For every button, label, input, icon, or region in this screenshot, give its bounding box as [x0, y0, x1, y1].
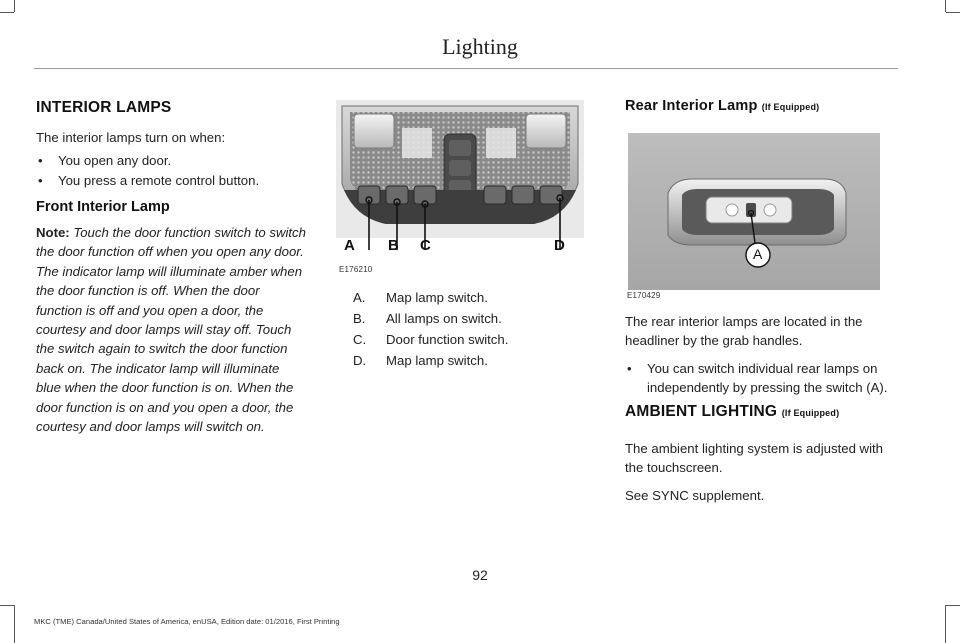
header-divider [34, 68, 898, 69]
crop-mark-bottom-right-h [946, 605, 960, 606]
bullet-item: • You can switch individual rear lamps on independently by pressing the switch (A). [625, 359, 900, 397]
callout-a: A [344, 237, 355, 254]
front-console-figure [336, 100, 584, 270]
ambient-body-2: See SYNC supplement. [625, 488, 765, 503]
rear-lamp-figure [628, 133, 880, 290]
overhead-console-illustration [336, 100, 584, 270]
rear-interior-lamp-heading [625, 98, 819, 114]
legend-key: A. [353, 290, 366, 305]
crop-mark-bottom-right-v [945, 605, 946, 643]
callout-d: D [554, 237, 565, 254]
rear-lamp-body: The rear interior lamps are located in the headliner by the grab handles. [625, 314, 863, 348]
bullet-item: • You press a remote control button. [36, 171, 306, 190]
legend-row [353, 351, 593, 370]
legend-key: D. [353, 353, 367, 368]
ambient-lighting-heading [625, 403, 839, 421]
legend-row [353, 309, 593, 328]
ambient-body-1: The ambient lighting system is adjusted with the touchscreen. [625, 441, 884, 475]
legend-text: Map lamp switch. [386, 353, 488, 368]
rear-lamp-text [625, 312, 900, 398]
callout-b: B [388, 237, 399, 254]
front-interior-lamp-heading: Front Interior Lamp [36, 199, 170, 215]
legend-text: Door function switch. [386, 332, 509, 347]
crop-mark-bottom-left-v [14, 605, 15, 643]
interior-lamps-heading: INTERIOR LAMPS [36, 99, 172, 116]
page-title: Lighting [442, 34, 518, 59]
front-figure-legend [353, 288, 593, 370]
legend-text: Map lamp switch. [386, 290, 488, 305]
legend-key: C. [353, 332, 367, 347]
rear-callout-a: A [753, 246, 763, 262]
interior-intro: The interior lamps turn on when: [36, 130, 226, 145]
interior-lamps-section [36, 99, 306, 436]
note-text: Touch the door function switch to switch the door function off when you open any door. The indicator lamp will illuminate amber when the door function is off. When the door function is off and you open a door, the courtesy and door lamps will stay off. Touch the switch again to switch the door function back on. The indicator lamp will illuminate blue when the door function is on. When the door function is on and you open a door, the courtesy and door lamps will switch on. [36, 225, 306, 435]
edition-footer: MKC (TME) Canada/United States of America, enUSA, Edition date: 01/2016, First Printing [34, 617, 340, 626]
crop-mark-top-left-v [14, 0, 15, 12]
ambient-lighting-text [625, 439, 900, 505]
crop-mark-top-left-h [0, 12, 14, 13]
ambient-heading-qualifier: (If Equipped) [781, 408, 840, 418]
rear-heading-text: Rear Interior Lamp [625, 98, 758, 114]
crop-mark-top-right-h [946, 12, 960, 13]
legend-text: All lamps on switch. [386, 311, 502, 326]
rear-lamp-illustration [628, 133, 880, 290]
crop-mark-top-right-v [945, 0, 946, 12]
front-lamp-note [36, 223, 306, 436]
rear-figure-code: E170429 [627, 291, 661, 300]
note-label: Note: [36, 225, 70, 240]
interior-bullet-list [36, 151, 306, 190]
bullet-item: • You open any door. [36, 151, 306, 170]
legend-row [353, 288, 593, 307]
rear-bullet-list [625, 359, 900, 397]
callout-c: C [420, 237, 431, 254]
ambient-heading-text: AMBIENT LIGHTING [625, 403, 778, 420]
page-number: 92 [472, 567, 488, 583]
rear-heading-qualifier: (If Equipped) [761, 102, 820, 112]
legend-key: B. [353, 311, 366, 326]
front-figure-code: E176210 [339, 265, 373, 274]
legend-row [353, 330, 593, 349]
crop-mark-bottom-left-h [0, 605, 14, 606]
